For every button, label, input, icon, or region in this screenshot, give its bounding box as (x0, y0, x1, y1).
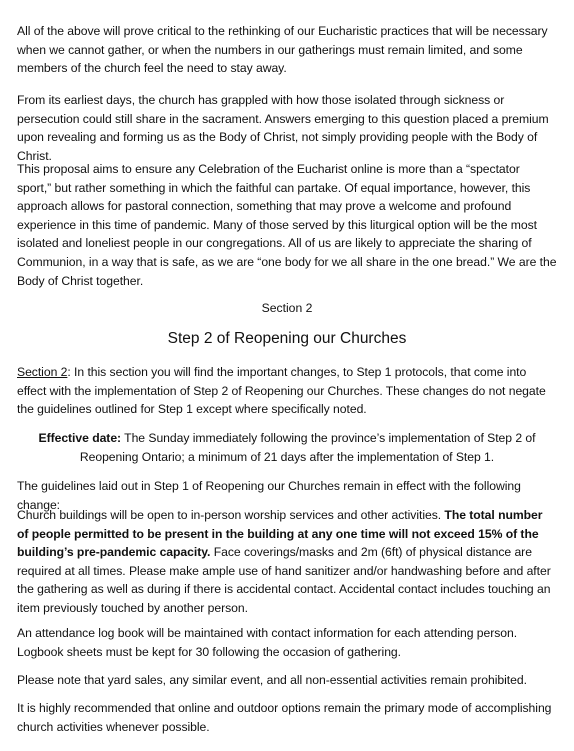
yard-sales-paragraph: Please note that yard sales, any similar event, and all non-essential activities remain prohibited. (17, 673, 527, 687)
buildings-capacity-text: The total number of people permitted to be present in the building at any one time will not exceed 15% of the building’s pre-pandemic capacity. (17, 508, 543, 560)
effective-date-text: The Sunday immediately following the province’s implementation of Step 2 of Reopening Ontario; a minimum of 21 days after the implementation of Step 1. (79, 431, 536, 464)
attendance-paragraph: An attendance log book will be maintained with contact information for each attending person. Logbook sheets must be kept for 30 following the occasion of gathering. (17, 626, 518, 659)
intro-paragraph-3: This proposal aims to ensure any Celebration of the Eucharist online is more than a “spectator sport,” but rather something in which the faithful can partake. Of equal importance, however, this approach allows for pastoral connection, something that may prove a welcome and profound experience in this time of pandemic. Many of those served by this liturgical option will be the most isolated and loneliest people in our congregations. All of us are likely to appreciate the sharing of Communion, in a way that is safe, as we are “one body for we all share in the one bread.” We are the Body of Christ together. (17, 162, 557, 288)
section-intro-paragraph (17, 363, 557, 419)
intro-paragraph-1: All of the above will prove critical to the rethinking of our Eucharistic practices that will be necessary when we cannot gather, or when the numbers in our gatherings must remain limited, and some members of the church feel the need to stay away. (17, 24, 548, 76)
online-paragraph: It is highly recommended that online and outdoor options remain the primary mode of accomplishing church activities whenever possible. (17, 701, 552, 734)
guidelines-paragraph: The guidelines laid out in Step 1 of Reopening our Churches remain in effect with the following change: (17, 479, 521, 512)
buildings-paragraph (17, 506, 557, 618)
intro-paragraph-2: From its earliest days, the church has grappled with how those isolated through sickness or persecution could still share in the sacrament. Answers emerging to this question placed a premium upon revealing and forming us as the Body of Christ, not simply providing people with the Body of Christ. (17, 93, 549, 163)
section-label: Section 2 (261, 301, 313, 315)
buildings-text-b: Face coverings/masks and 2m (6ft) of physical distance are required at all times. Please make ample use of hand sanitizer and/or handwashing before and after the gathering as well as during if there is accidental contact. Accidental contact includes touching an item previously touched by another person. (17, 545, 551, 615)
section-title: Step 2 of Reopening our Churches (167, 330, 407, 347)
buildings-text-a: Church buildings will be open to in-person worship services and other activities. (17, 508, 445, 522)
section-intro-label: Section 2 (17, 365, 68, 379)
effective-date-paragraph (17, 429, 557, 466)
section-intro-text: : In this section you will find the important changes, to Step 1 protocols, that come into effect with the implementation of Step 2 of Reopening our Churches. These changes do not negate the guidelines outlined for Step 1 except where specifically noted. (17, 365, 546, 417)
effective-date-label: Effective date: (38, 431, 122, 445)
